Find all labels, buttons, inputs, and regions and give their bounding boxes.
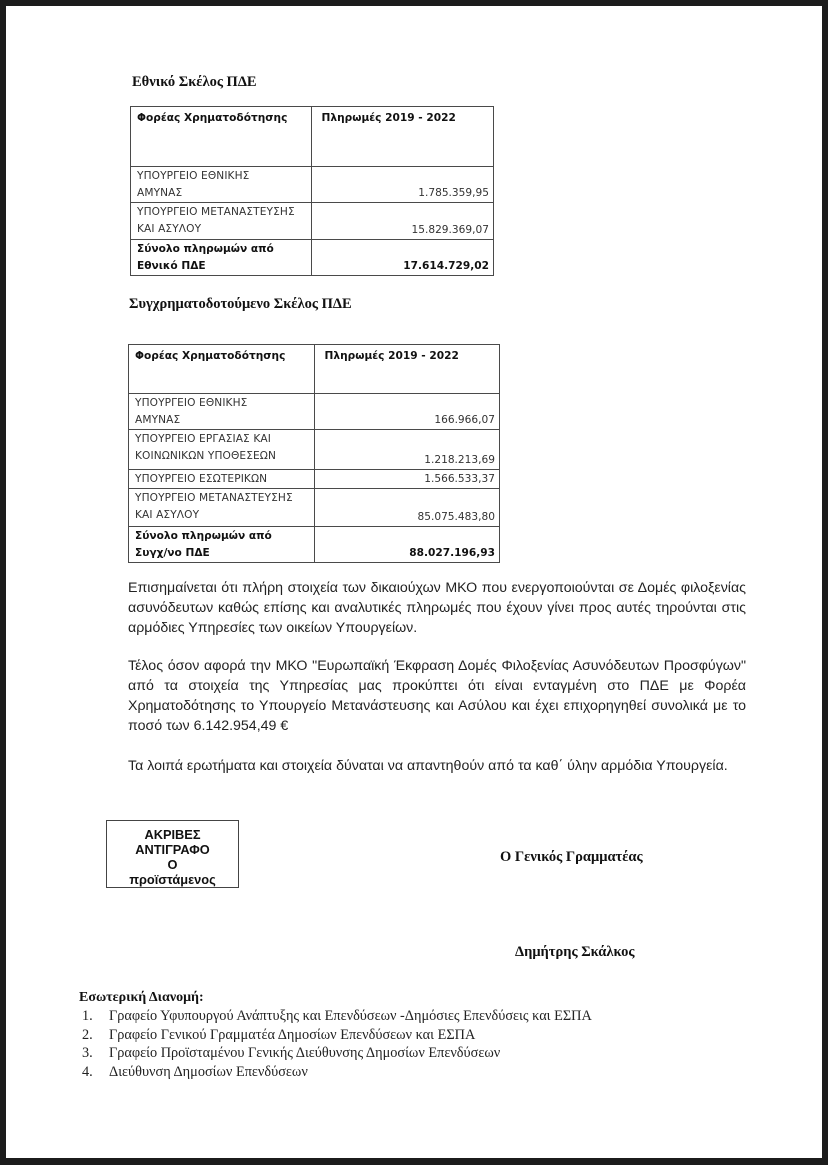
- list-item: 4. Διεύθυνση Δημοσίων Επενδύσεων: [82, 1063, 308, 1080]
- paragraph-european-expression: Τέλος όσον αφορά την ΜΚΟ "Ευρωπαϊκή Έκφραση Δομές Φιλοξενίας Ασυνόδευτων Προσφύγων" από τα στοιχεία της Υπηρεσίας μας προκύπτει ότι είναι ενταγμένη στο ΠΔΕ με Φορέα Χρηματοδότησης το Υπουργείο Μετανάστευσης και Ασύλου και έχει επιχορηγηθεί συνολικά με το ποσό των 6.142.954,49 €: [128, 658, 746, 734]
- row-amount: 1.218.213,69: [314, 430, 499, 470]
- total-label: Σύνολο πληρωμών από Συγχ/νο ΠΔΕ: [129, 527, 315, 563]
- table-row: [129, 470, 500, 489]
- row-label: ΥΠΟΥΡΓΕΙΟ ΕΣΩΤΕΡΙΚΩΝ: [129, 470, 315, 489]
- section-title-national: Εθνικό Σκέλος ΠΔΕ: [132, 74, 257, 90]
- table-total-row: [129, 527, 500, 563]
- section-title-cofunded: Συγχρηματοδοτούμενο Σκέλος ΠΔΕ: [129, 296, 352, 312]
- column-header-payments: Πληρωμές 2019 - 2022: [314, 345, 499, 394]
- table-row: [129, 394, 500, 430]
- total-label: Σύνολο πληρωμών από Εθνικό ΠΔΕ: [131, 240, 312, 276]
- list-item: 2. Γραφείο Γενικού Γραμματέα Δημοσίων Επενδύσεων και ΕΣΠΑ: [82, 1026, 476, 1043]
- certified-copy-stamp: [106, 820, 239, 888]
- national-payments-table: [130, 106, 494, 276]
- table-header-row: [131, 107, 494, 167]
- total-amount: 17.614.729,02: [311, 240, 493, 276]
- table-row: [129, 430, 500, 470]
- stamp-line: Ο: [167, 857, 178, 872]
- distribution-title: Εσωτερική Διανομή:: [79, 990, 204, 1005]
- table-row: [131, 203, 494, 240]
- row-label: ΥΠΟΥΡΓΕΙΟ ΜΕΤΑΝΑΣΤΕΥΣΗΣ ΚΑΙ ΑΣΥΛΟΥ: [131, 203, 312, 240]
- stamp-line: ΑΝΤΙΓΡΑΦΟ: [135, 842, 210, 857]
- table-total-row: [131, 240, 494, 276]
- row-label: ΥΠΟΥΡΓΕΙΟ ΕΘΝΙΚΗΣ ΑΜΥΝΑΣ: [131, 167, 312, 203]
- table-row: [131, 167, 494, 203]
- row-amount: 15.829.369,07: [311, 203, 493, 240]
- row-amount: 1.785.359,95: [311, 167, 493, 203]
- stamp-line: προϊστάμενος: [129, 872, 216, 887]
- cofunded-payments-table: [128, 344, 500, 563]
- paragraph-remaining-questions: Τα λοιπά ερωτήματα και στοιχεία δύναται να απαντηθούν από τα καθ΄ ύλην αρμόδια Υπουργεία.: [128, 758, 728, 774]
- row-label: ΥΠΟΥΡΓΕΙΟ ΕΡΓΑΣΙΑΣ ΚΑΙ ΚΟΙΝΩΝΙΚΩΝ ΥΠΟΘΕΣΕΩΝ: [129, 430, 315, 470]
- row-label: ΥΠΟΥΡΓΕΙΟ ΕΘΝΙΚΗΣ ΑΜΥΝΑΣ: [129, 394, 315, 430]
- column-header-funder: Φορέας Χρηματοδότησης: [131, 107, 312, 167]
- stamp-line: ΑΚΡΙΒΕΣ: [144, 827, 201, 842]
- column-header-funder: Φορέας Χρηματοδότησης: [129, 345, 315, 394]
- paragraph-ngo-data: Επισημαίνεται ότι πλήρη στοιχεία των δικαιούχων ΜΚΟ που ενεργοποιούνται σε Δομές φιλοξενίας ασυνόδευτων καθώς επίσης και αναλυτικές πληρωμές που έχουν γίνει προς αυτές τηρούνται στις αρμόδιες Υπηρεσίες των οικείων Υπουργείων.: [128, 580, 746, 636]
- signatory-name: Δημήτρης Σκάλκος: [515, 944, 635, 960]
- signatory-role: Ο Γενικός Γραμματέας: [500, 849, 643, 865]
- row-amount: 166.966,07: [314, 394, 499, 430]
- document-page: [6, 6, 822, 1158]
- distribution-list: [79, 1007, 592, 1081]
- row-amount: 85.075.483,80: [314, 489, 499, 527]
- table-header-row: [129, 345, 500, 394]
- list-item: 1. Γραφείο Υφυπουργού Ανάπτυξης και Επενδύσεων -Δημόσιες Επενδύσεις και ΕΣΠΑ: [82, 1008, 592, 1024]
- row-amount: 1.566.533,37: [314, 470, 499, 489]
- table-row: [129, 489, 500, 527]
- column-header-payments: Πληρωμές 2019 - 2022: [311, 107, 493, 167]
- row-label: ΥΠΟΥΡΓΕΙΟ ΜΕΤΑΝΑΣΤΕΥΣΗΣ ΚΑΙ ΑΣΥΛΟΥ: [129, 489, 315, 527]
- list-item: 3. Γραφείο Προϊσταμένου Γενικής Διεύθυνσης Δημοσίων Επενδύσεων: [82, 1045, 501, 1061]
- total-amount: 88.027.196,93: [314, 527, 499, 563]
